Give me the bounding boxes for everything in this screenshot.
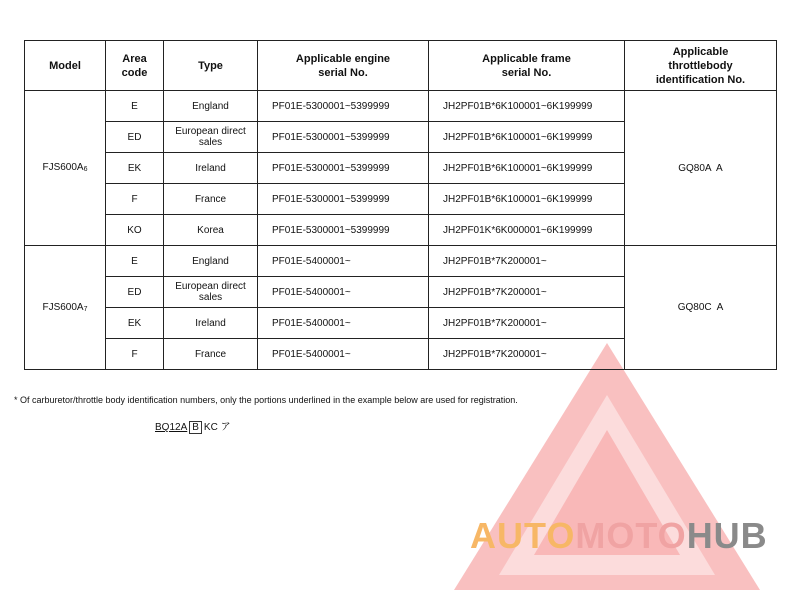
engine-serial-cell: PF01E-5300001~5399999 <box>258 153 429 184</box>
header-type: Type <box>164 41 258 91</box>
area-code-cell: EK <box>106 308 164 339</box>
frame-serial-cell: JH2PF01K*6K000001~6K199999 <box>429 215 625 246</box>
frame-serial-cell: JH2PF01B*6K100001~6K199999 <box>429 153 625 184</box>
frame-serial-cell: JH2PF01B*7K200001~ <box>429 308 625 339</box>
type-cell: France <box>164 184 258 215</box>
model-cell: FJS600A7 <box>25 246 106 370</box>
watermark-auto: AUTO <box>470 515 576 556</box>
header-area-code: Area code <box>106 41 164 91</box>
engine-serial-cell: PF01E-5400001~ <box>258 308 429 339</box>
table-row <box>25 246 777 277</box>
table-header-row <box>25 41 777 91</box>
area-code-cell: E <box>106 91 164 122</box>
area-code-cell: ED <box>106 122 164 153</box>
area-code-cell: E <box>106 246 164 277</box>
example-underlined-part: BQ12A <box>155 422 188 433</box>
frame-serial-cell: JH2PF01B*7K200001~ <box>429 339 625 370</box>
table-row <box>25 91 777 122</box>
watermark-moto: MOTO <box>575 515 687 556</box>
area-code-cell: EK <box>106 153 164 184</box>
header-throttlebody-id: Applicable throttlebody identification No. <box>625 41 777 91</box>
footnote: * Of carburetor/throttle body identification numbers, only the portions underlined in the example below are used for registration. <box>14 395 518 405</box>
example-tail: KC ア <box>203 422 231 433</box>
spec-table <box>24 40 777 370</box>
engine-serial-cell: PF01E-5300001~5399999 <box>258 215 429 246</box>
watermark-logo-text <box>470 515 768 557</box>
frame-serial-cell: JH2PF01B*7K200001~ <box>429 277 625 308</box>
area-code-cell: ED <box>106 277 164 308</box>
engine-serial-cell: PF01E-5400001~ <box>258 277 429 308</box>
frame-serial-cell: JH2PF01B*6K100001~6K199999 <box>429 122 625 153</box>
type-cell: England <box>164 91 258 122</box>
area-code-cell: KO <box>106 215 164 246</box>
frame-serial-cell: JH2PF01B*6K100001~6K199999 <box>429 91 625 122</box>
type-cell: Ireland <box>164 153 258 184</box>
watermark-hub: HUB <box>686 515 768 556</box>
type-cell: European direct sales <box>164 277 258 308</box>
throttlebody-id-cell: GQ80C A <box>625 246 777 370</box>
throttlebody-id-cell: GQ80A A <box>625 91 777 246</box>
type-cell: Korea <box>164 215 258 246</box>
area-code-cell: F <box>106 184 164 215</box>
header-engine-serial: Applicable engine serial No. <box>258 41 429 91</box>
engine-serial-cell: PF01E-5300001~5399999 <box>258 122 429 153</box>
model-cell: FJS600A6 <box>25 91 106 246</box>
type-cell: France <box>164 339 258 370</box>
header-frame-serial: Applicable frame serial No. <box>429 41 625 91</box>
engine-serial-cell: PF01E-5400001~ <box>258 339 429 370</box>
header-model: Model <box>25 41 106 91</box>
frame-serial-cell: JH2PF01B*6K100001~6K199999 <box>429 184 625 215</box>
engine-serial-cell: PF01E-5300001~5399999 <box>258 184 429 215</box>
frame-serial-cell: JH2PF01B*7K200001~ <box>429 246 625 277</box>
area-code-cell: F <box>106 339 164 370</box>
example-identification-number <box>155 418 231 434</box>
type-cell: England <box>164 246 258 277</box>
type-cell: Ireland <box>164 308 258 339</box>
engine-serial-cell: PF01E-5300001~5399999 <box>258 91 429 122</box>
example-boxed-letter: B <box>189 421 202 434</box>
type-cell: European direct sales <box>164 122 258 153</box>
engine-serial-cell: PF01E-5400001~ <box>258 246 429 277</box>
